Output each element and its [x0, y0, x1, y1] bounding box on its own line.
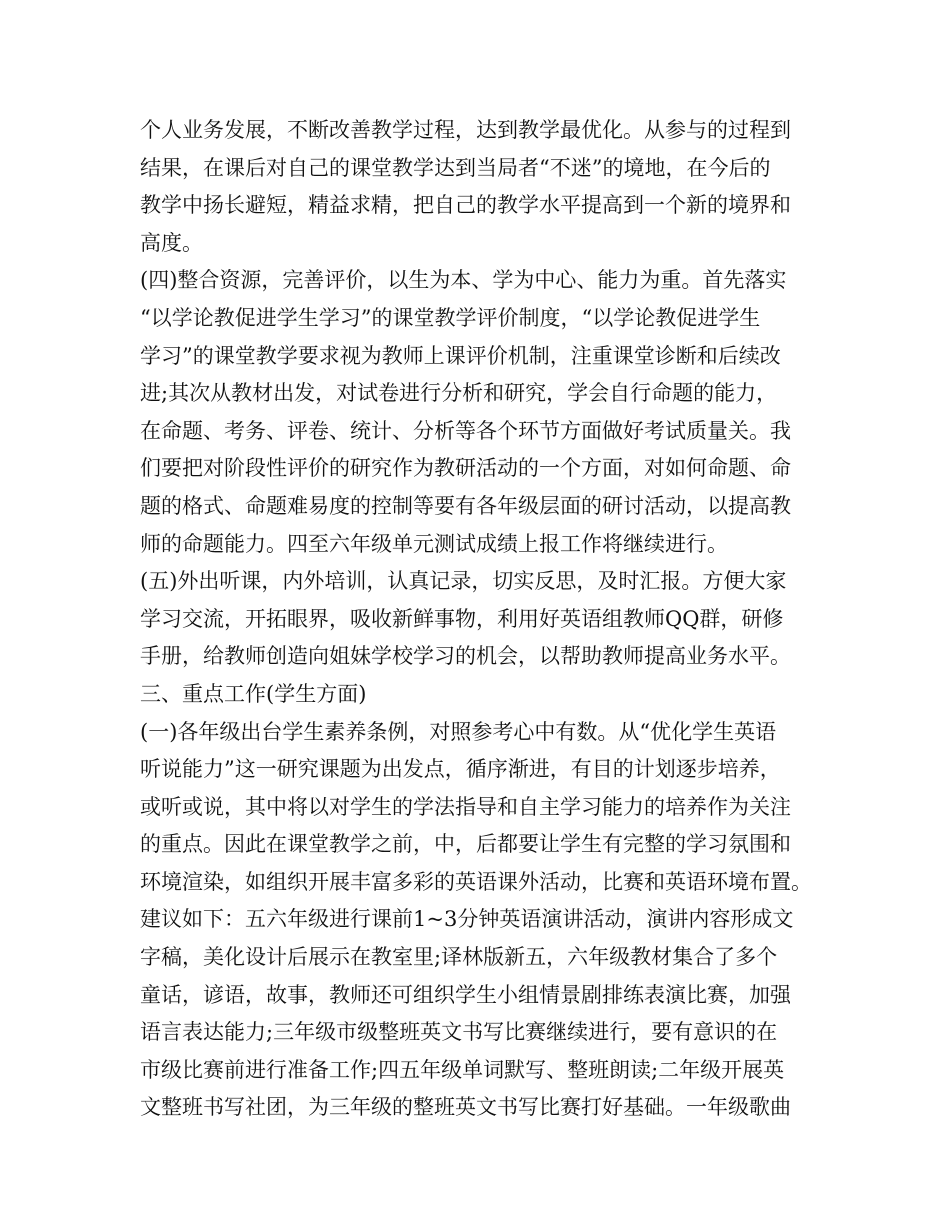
text-line: 进;其次从教材出发，对试卷进行分析和研究，学会自行命题的能力，: [140, 381, 778, 406]
text-line: 在命题、考务、评卷、统计、分析等各个环节方面做好考试质量关。我: [140, 418, 791, 443]
text-line: 的重点。因此在课堂教学之前，中，后都要让学生有完整的学习氛围和: [140, 832, 791, 857]
text-line: 建议如下：五六年级进行课前1~3分钟英语演讲活动，演讲内容形成文: [140, 907, 794, 932]
text-line: 学习”的课堂教学要求视为教师上课评价机制，注重课堂诊断和后续改: [140, 343, 781, 368]
section-three-heading: 三、重点工作(学生方面): [140, 681, 367, 706]
text-line: 听说能力”这一研究课题为出发点，循序渐进，有目的计划逐步培养，: [140, 757, 781, 782]
body-text: [140, 112, 830, 1127]
text-line: 语言表达能力;三年级市级整班英文书写比赛继续进行，要有意识的在: [140, 1020, 778, 1045]
section-five-heading-line: (五)外出听课，内外培训，认真记录，切实反思，及时汇报。方便大家: [140, 569, 787, 594]
text-line: 个人业务发展，不断改善教学过程，达到教学最优化。从参与的过程到: [140, 118, 791, 142]
text-line: 们要把对阶段性评价的研究作为教研活动的一个方面，对如何命题、命: [140, 456, 791, 481]
text-line: 高度。: [140, 230, 203, 255]
text-line: 或听或说，其中将以对学生的学法指导和自主学习能力的培养作为关注: [140, 794, 791, 819]
text-line: 题的格式、命题难易度的控制等要有各年级层面的研讨活动，以提高教: [140, 493, 791, 518]
text-line: 文整班书写社团，为三年级的整班英文书写比赛打好基础。一年级歌曲: [140, 1095, 791, 1120]
text-line: 市级比赛前进行准备工作;四五年级单词默写、整班朗读;二年级开展英: [140, 1057, 785, 1082]
text-line: 师的命题能力。四至六年级单元测试成绩上报工作将继续进行。: [140, 531, 728, 556]
text-line: 手册，给教师创造向姐妹学校学习的机会，以帮助教师提高业务水平。: [140, 644, 791, 669]
text-line: 字稿，美化设计后展示在教室里;译林版新五，六年级教材集合了多个: [140, 945, 778, 970]
section-four-heading-line: (四)整合资源，完善评价，以生为本、学为中心、能力为重。首先落实: [140, 268, 787, 293]
text-line: 童话，谚语，故事，教师还可组织学生小组情景剧排练表演比赛，加强: [140, 982, 791, 1007]
subsection-one-heading-line: (一)各年级出台学生素养条例，对照参考心中有数。从“优化学生英语: [140, 719, 777, 744]
text-line: 教学中扬长避短，精益求精，把自己的教学水平提高到一个新的境界和: [140, 193, 791, 218]
text-line: 学习交流，开拓眼界，吸收新鲜事物，利用好英语组教师QQ群，研修: [140, 606, 784, 631]
text-line: 结果，在课后对自己的课堂教学达到当局者“不迷”的境地，在今后的: [140, 155, 771, 180]
text-line: “以学论教促进学生学习”的课堂教学评价制度，“以学论教促进学生: [140, 305, 761, 330]
text-line: 环境渲染，如组织开展丰富多彩的英语课外活动，比赛和英语环境布置。: [140, 869, 812, 894]
